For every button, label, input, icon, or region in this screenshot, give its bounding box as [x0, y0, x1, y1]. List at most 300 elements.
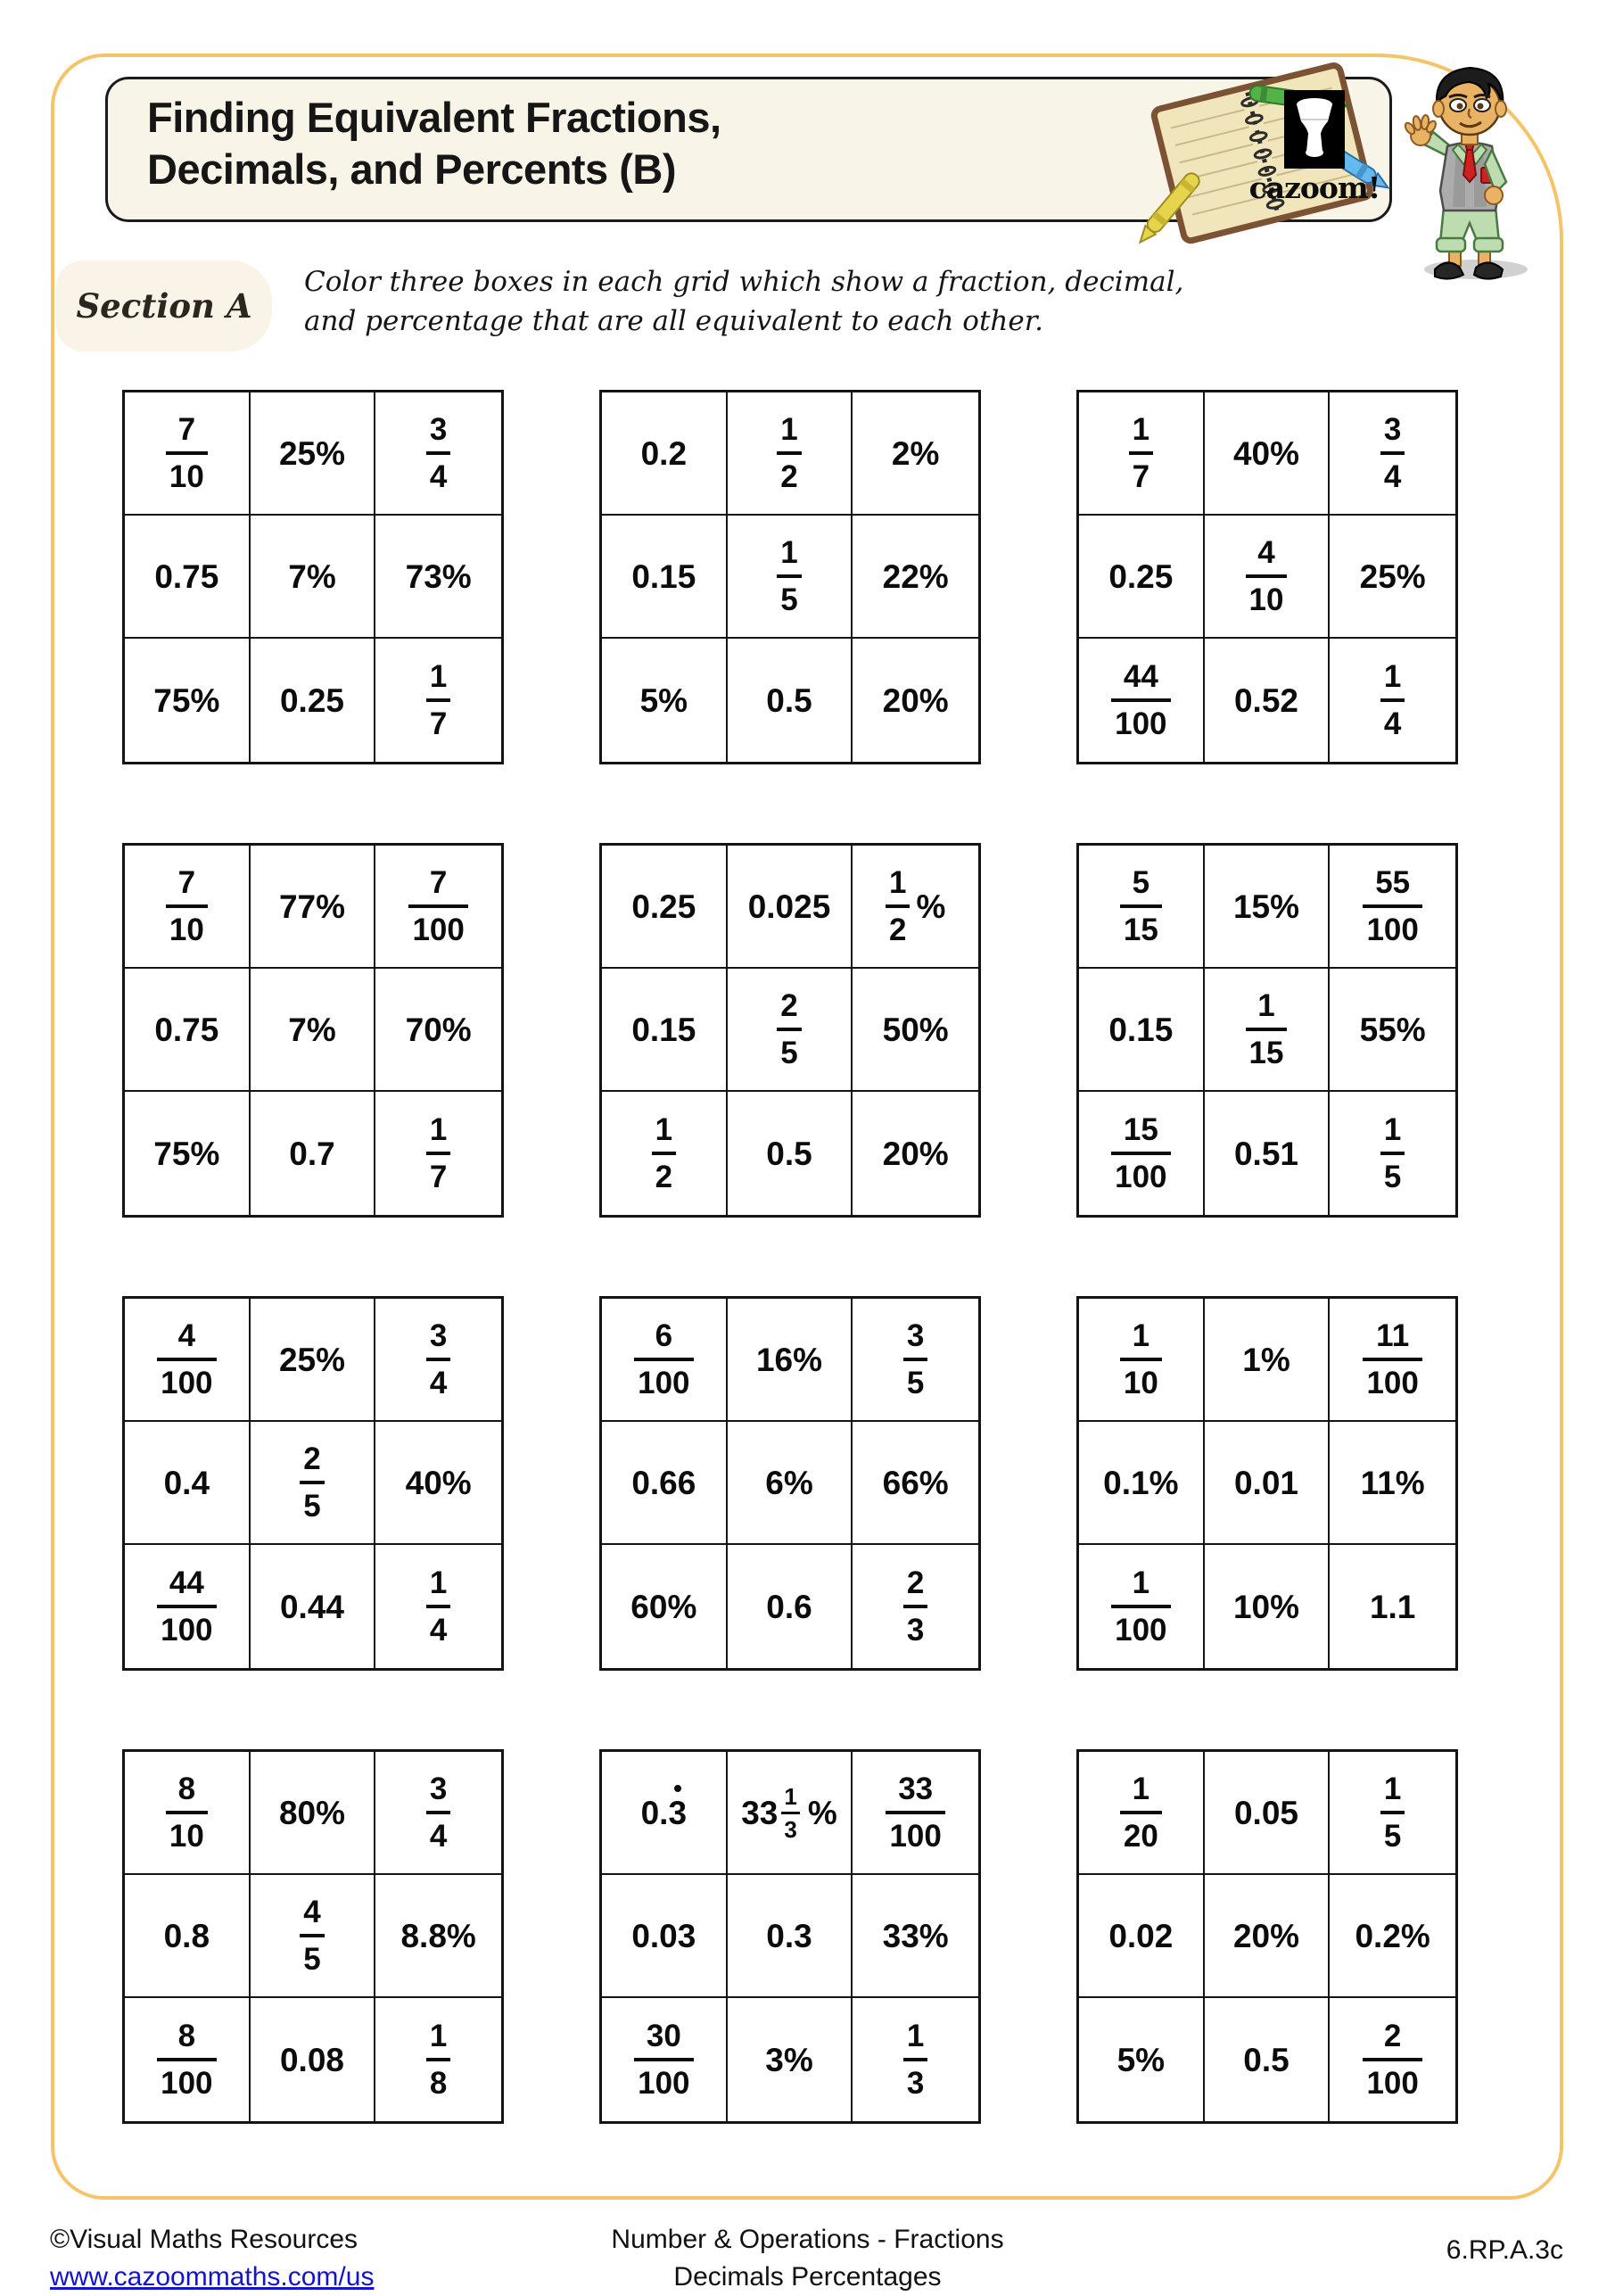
- fraction-denominator: 4: [429, 1613, 448, 1648]
- grid-1-cell-r1c1[interactable]: [125, 392, 251, 516]
- cell-fraction: [903, 1567, 927, 1646]
- grid-10-cell-r3c2[interactable]: [251, 1998, 376, 2121]
- grid-3-cell-r1c1[interactable]: [1079, 392, 1205, 516]
- cell-value: 0.5: [766, 1135, 812, 1172]
- cell-fraction: [157, 1320, 216, 1399]
- grid-6-cell-r3c3[interactable]: [1330, 1092, 1455, 1215]
- fraction-numerator: 15: [1123, 1112, 1158, 1147]
- fraction-denominator: 100: [1115, 1160, 1167, 1194]
- grid-2-cell-r1c2[interactable]: [728, 392, 853, 516]
- cell-value: 5%: [1116, 2041, 1166, 2078]
- cell-value: 0.03: [631, 1917, 696, 1954]
- fraction-numerator: 4: [1257, 535, 1275, 570]
- fraction-denominator: 10: [1248, 582, 1284, 617]
- fraction-denominator: 100: [1366, 913, 1419, 947]
- grid-9-cell-r3c3[interactable]: [1330, 1545, 1455, 1668]
- grid-10-cell-r2c1[interactable]: [125, 1875, 251, 1998]
- fraction-numerator: 2: [780, 988, 798, 1023]
- fraction-numerator: 33: [898, 1772, 934, 1806]
- grid-12: [1076, 1749, 1458, 2124]
- grid-12-cell-r1c2[interactable]: [1205, 1752, 1331, 1875]
- fraction-numerator: 55: [1375, 865, 1411, 900]
- cell-fraction: [1111, 1567, 1170, 1646]
- cell-percent-suffix: %: [916, 888, 946, 925]
- cell-value: 0.15: [1108, 1011, 1174, 1048]
- fraction-numerator: 11: [1376, 1318, 1410, 1353]
- fraction-denominator: 7: [429, 1160, 448, 1194]
- cell-value: 75%: [153, 681, 220, 719]
- cell-value: 0.01: [1233, 1464, 1298, 1501]
- fraction-numerator: 1: [1132, 1772, 1150, 1806]
- grid-8-cell-r1c3[interactable]: [853, 1299, 978, 1422]
- cell-fraction: [426, 414, 450, 492]
- grid-2-cell-r2c2[interactable]: [728, 516, 853, 639]
- grid-3: [1076, 390, 1458, 764]
- fraction-numerator: 6: [655, 1318, 673, 1353]
- instructions-line2: and percentage that are all equivalent to each other.: [304, 305, 1043, 337]
- grid-3-cell-r3c2[interactable]: [1205, 639, 1331, 762]
- grid-9-cell-r2c2[interactable]: [1205, 1422, 1331, 1545]
- standard-code: 6.RP.A.3c: [1446, 2235, 1563, 2265]
- cell-value: 0.25: [279, 681, 344, 719]
- grid-7-cell-r2c3[interactable]: [375, 1422, 501, 1545]
- grid-12-cell-r3c1[interactable]: [1079, 1998, 1205, 2121]
- website-link[interactable]: www.cazoommaths.com/us: [50, 2262, 375, 2292]
- grid-11-cell-r3c3[interactable]: [853, 1998, 978, 2121]
- grid-5-cell-r3c1[interactable]: [602, 1092, 728, 1215]
- page-title: [147, 92, 721, 195]
- fraction-numerator: 2: [906, 1565, 925, 1600]
- fraction-denominator: 3: [784, 1815, 797, 1843]
- grid-12-cell-r2c2[interactable]: [1205, 1875, 1331, 1998]
- fraction-numerator: 4: [177, 1318, 196, 1353]
- cell-value: 73%: [405, 557, 472, 595]
- grid-7-cell-r1c1[interactable]: [125, 1299, 251, 1422]
- grid-4-cell-r3c3[interactable]: [375, 1092, 501, 1215]
- fraction-denominator: 15: [1123, 913, 1158, 947]
- footer-topic-line1: Number & Operations - Fractions: [611, 2225, 1004, 2254]
- cell-fraction: [1111, 1114, 1170, 1193]
- cell-value: 0.44: [279, 1588, 344, 1625]
- cell-value: 7%: [288, 557, 336, 595]
- grid-5-cell-r3c3[interactable]: [853, 1092, 978, 1215]
- cell-value: 40%: [1232, 434, 1300, 472]
- fraction-denominator: 4: [429, 459, 448, 494]
- cell-value: 0.08: [279, 2041, 344, 2078]
- cell-value: 20%: [882, 681, 949, 719]
- fraction-denominator: 20: [1123, 1819, 1158, 1854]
- grid-2-cell-r2c1[interactable]: [602, 516, 728, 639]
- cell-fraction: [1120, 1320, 1162, 1399]
- cell-value: 40%: [405, 1464, 472, 1501]
- grid-7-cell-r3c2[interactable]: [251, 1545, 376, 1668]
- fraction-numerator: 2: [303, 1441, 321, 1476]
- fraction-numerator: 8: [177, 2019, 196, 2053]
- cell-fraction: [903, 1320, 927, 1399]
- cell-value: 25%: [278, 1341, 346, 1378]
- cell-value: 0.25: [631, 888, 696, 925]
- grid-6-cell-r3c1[interactable]: [1079, 1092, 1205, 1215]
- cell-value: 6%: [765, 1464, 813, 1501]
- grid-5-cell-r2c3[interactable]: [853, 969, 978, 1092]
- grid-8: [599, 1296, 981, 1671]
- cell-value: 0.25: [1108, 557, 1174, 595]
- grid-11-cell-r3c1[interactable]: [602, 1998, 728, 2121]
- grid-8-cell-r2c1[interactable]: [602, 1422, 728, 1545]
- fraction-denominator: 2: [655, 1160, 673, 1194]
- fraction-numerator: 3: [1383, 412, 1402, 447]
- grid-7-cell-r3c3[interactable]: [375, 1545, 501, 1668]
- cell-value: 0.15: [631, 557, 696, 595]
- grid-2: [599, 390, 981, 764]
- grid-1-cell-r1c2[interactable]: [251, 392, 376, 516]
- cell-fraction: [426, 1320, 450, 1399]
- fraction-numerator: 1: [429, 659, 448, 694]
- cazoom-logo-text: cazoom!: [1248, 170, 1380, 205]
- fraction-denominator: 10: [169, 459, 204, 494]
- cell-fraction: [1380, 414, 1405, 492]
- grid-6-cell-r2c2[interactable]: [1205, 969, 1331, 1092]
- cell-percent-suffix: %: [807, 1794, 837, 1831]
- cell-value: 7%: [288, 1011, 336, 1048]
- fraction-numerator: 1: [429, 2019, 448, 2053]
- grid-11-cell-r1c3[interactable]: [853, 1752, 978, 1875]
- fraction-denominator: 10: [169, 1819, 204, 1854]
- grid-7-cell-r2c1[interactable]: [125, 1422, 251, 1545]
- fraction-numerator: 7: [177, 865, 196, 900]
- fraction-numerator: 1: [1383, 1112, 1402, 1147]
- grid-9-cell-r1c3[interactable]: [1330, 1299, 1455, 1422]
- fraction-numerator: 3: [429, 412, 448, 447]
- cell-value: 0.025: [747, 888, 831, 925]
- grid-5-cell-r1c2[interactable]: [728, 846, 853, 969]
- cell-value: 22%: [882, 557, 949, 595]
- cell-fraction: [1363, 2020, 1421, 2099]
- cell-value: 0.66: [631, 1464, 696, 1501]
- fraction-numerator: 1: [780, 412, 798, 447]
- grid-10-cell-r3c1[interactable]: [125, 1998, 251, 2121]
- fraction-numerator: 30: [646, 2019, 681, 2053]
- fraction-denominator: 100: [1366, 2066, 1419, 2101]
- cell-fraction: [634, 2020, 693, 2099]
- fraction-denominator: 5: [303, 1942, 321, 1977]
- grid-2-cell-r1c3[interactable]: [853, 392, 978, 516]
- grid-12-cell-r2c3[interactable]: [1330, 1875, 1455, 1998]
- grid-1-cell-r3c1[interactable]: [125, 639, 251, 762]
- cell-fraction: [777, 414, 801, 492]
- grid-9-cell-r1c2[interactable]: [1205, 1299, 1331, 1422]
- grid-6-cell-r1c3[interactable]: [1330, 846, 1455, 969]
- grid-10: [122, 1749, 504, 2124]
- grid-10-cell-r1c1[interactable]: [125, 1752, 251, 1875]
- grid-3-cell-r3c3[interactable]: [1330, 639, 1455, 762]
- fraction-numerator: 3: [906, 1318, 925, 1353]
- fraction-numerator: 7: [177, 412, 196, 447]
- grid-10-cell-r1c3[interactable]: [375, 1752, 501, 1875]
- fraction-numerator: 4: [303, 1895, 321, 1929]
- grid-7-cell-r3c1[interactable]: [125, 1545, 251, 1668]
- cell-value: 0.75: [154, 1011, 219, 1048]
- fraction-denominator: 5: [303, 1489, 321, 1524]
- grid-8-cell-r3c3[interactable]: [853, 1545, 978, 1668]
- fraction-denominator: 2: [780, 459, 798, 494]
- grid-1-cell-r3c2[interactable]: [251, 639, 376, 762]
- cell-fraction: [408, 867, 467, 946]
- grid-3-cell-r2c1[interactable]: [1079, 516, 1205, 639]
- fraction-denominator: 100: [412, 913, 465, 947]
- cell-value: 0.1%: [1103, 1464, 1179, 1501]
- cell-fraction: [1380, 1114, 1405, 1193]
- grid-12-cell-r3c2[interactable]: [1205, 1998, 1331, 2121]
- fraction-denominator: 15: [1248, 1036, 1284, 1070]
- cell-value: 11%: [1360, 1464, 1425, 1501]
- cazoom-logo: [1239, 90, 1390, 205]
- grid-1-cell-r2c1[interactable]: [125, 516, 251, 639]
- fraction-denominator: 100: [1366, 1366, 1419, 1400]
- fraction-numerator: 44: [169, 1565, 204, 1600]
- cell-value: 3%: [765, 2041, 813, 2078]
- grid-8-cell-r1c2[interactable]: [728, 1299, 853, 1422]
- cell-fraction: [777, 990, 801, 1069]
- cell-whole-number: 33: [741, 1794, 779, 1831]
- cell-value: 0.75: [154, 557, 219, 595]
- grid-12-cell-r3c3[interactable]: [1330, 1998, 1455, 2121]
- grid-5-cell-r1c1[interactable]: [602, 846, 728, 969]
- grid-3-cell-r2c3[interactable]: [1330, 516, 1455, 639]
- fraction-numerator: 2: [1383, 2019, 1402, 2053]
- cell-value: 0.51: [1233, 1135, 1298, 1172]
- fraction-denominator: 3: [906, 2066, 925, 2101]
- grid-9-cell-r2c3[interactable]: [1330, 1422, 1455, 1545]
- fraction-denominator: 10: [169, 913, 204, 947]
- fraction-numerator: 7: [429, 865, 448, 900]
- fraction-denominator: 3: [906, 1613, 925, 1648]
- fraction-numerator: 3: [429, 1318, 448, 1353]
- grid-3-cell-r1c3[interactable]: [1330, 392, 1455, 516]
- cell-value: 0.2%: [1355, 1917, 1430, 1954]
- cell-value: 20%: [882, 1135, 949, 1172]
- grid-2-cell-r3c2[interactable]: [728, 639, 853, 762]
- cell-fraction: [426, 1567, 450, 1646]
- grid-11-cell-r1c2[interactable]: [728, 1752, 853, 1875]
- cell-value: 5%: [639, 681, 688, 719]
- cell-value: 0.7: [289, 1135, 335, 1172]
- cell-fraction: [886, 1773, 944, 1852]
- cell-fraction: [1120, 1773, 1162, 1852]
- grid-11-cell-r2c1[interactable]: [602, 1875, 728, 1998]
- grid-6-cell-r1c1[interactable]: [1079, 846, 1205, 969]
- cell-fraction: [781, 1782, 799, 1843]
- grid-7-cell-r1c3[interactable]: [375, 1299, 501, 1422]
- cell-fraction: [166, 1773, 208, 1852]
- cell-value: 8.8%: [400, 1917, 476, 1954]
- fraction-denominator: 100: [161, 1613, 213, 1648]
- grid-5-cell-r3c2[interactable]: [728, 1092, 853, 1215]
- grid-5-cell-r2c1[interactable]: [602, 969, 728, 1092]
- cell-fraction: [426, 1773, 450, 1852]
- cell-fraction: [777, 537, 801, 615]
- grid-12-cell-r2c1[interactable]: [1079, 1875, 1205, 1998]
- cazoom-drum-icon: [1284, 90, 1345, 169]
- fraction-numerator: 1: [780, 535, 798, 570]
- grid-2-cell-r2c3[interactable]: [853, 516, 978, 639]
- grid-4-cell-r1c1[interactable]: [125, 846, 251, 969]
- grid-9-cell-r2c1[interactable]: [1079, 1422, 1205, 1545]
- fraction-denominator: 100: [1115, 706, 1167, 741]
- cell-fraction: [1363, 867, 1421, 946]
- grid-8-cell-r3c1[interactable]: [602, 1545, 728, 1668]
- cell-recurring-digit: 3: [668, 1794, 688, 1831]
- grid-10-cell-r2c3[interactable]: [375, 1875, 501, 1998]
- fraction-numerator: 1: [429, 1565, 448, 1600]
- cell-fraction: [1363, 1320, 1421, 1399]
- grid-1-cell-r2c3[interactable]: [375, 516, 501, 639]
- grid-8-cell-r2c2[interactable]: [728, 1422, 853, 1545]
- page-title-line2: Decimals, and Percents (B): [147, 145, 676, 193]
- cell-fraction: [1129, 414, 1153, 492]
- instructions-line1: Color three boxes in each grid which show a fraction, decimal,: [304, 266, 1184, 298]
- fraction-numerator: 1: [1132, 412, 1150, 447]
- cell-fraction: [1111, 661, 1170, 739]
- grid-5-cell-r1c3[interactable]: [853, 846, 978, 969]
- grid-5-cell-r2c2[interactable]: [728, 969, 853, 1092]
- fraction-denominator: 100: [638, 1366, 690, 1400]
- cell-value: 80%: [278, 1794, 346, 1831]
- grid-6: [1076, 843, 1458, 1218]
- cell-value: 70%: [405, 1011, 472, 1048]
- fraction-denominator: 100: [161, 1366, 213, 1400]
- cell-fraction: [1380, 1773, 1405, 1852]
- cell-value: 66%: [882, 1464, 949, 1501]
- fraction-denominator: 100: [638, 2066, 690, 2101]
- cell-fraction: [166, 867, 208, 946]
- grid-9-cell-r1c1[interactable]: [1079, 1299, 1205, 1422]
- cell-fraction: [426, 1114, 450, 1193]
- fraction-denominator: 5: [906, 1366, 925, 1400]
- fraction-numerator: 1: [1132, 1318, 1150, 1353]
- grid-3-cell-r3c1[interactable]: [1079, 639, 1205, 762]
- cell-value: 20%: [1232, 1917, 1300, 1954]
- fraction-denominator: 4: [1383, 706, 1402, 741]
- grid-6-cell-r3c2[interactable]: [1205, 1092, 1331, 1215]
- cell-value: 77%: [278, 888, 346, 925]
- cell-value: 0.8: [163, 1917, 210, 1954]
- grid-3-cell-r2c2[interactable]: [1205, 516, 1331, 639]
- fraction-denominator: 4: [1383, 459, 1402, 494]
- grid-10-cell-r1c2[interactable]: [251, 1752, 376, 1875]
- grid-4-cell-r2c3[interactable]: [375, 969, 501, 1092]
- grid-8-cell-r3c2[interactable]: [728, 1545, 853, 1668]
- cell-value: 0.: [640, 1794, 669, 1831]
- fraction-denominator: 100: [161, 2066, 213, 2101]
- fraction-numerator: 5: [1132, 865, 1150, 900]
- fraction-numerator: 1: [655, 1112, 673, 1147]
- cell-fraction: [634, 1320, 693, 1399]
- cell-value: 0.3: [766, 1917, 812, 1954]
- cell-fraction: [426, 661, 450, 739]
- cell-value: 25%: [278, 434, 346, 472]
- grid-10-cell-r2c2[interactable]: [251, 1875, 376, 1998]
- grid-1-cell-r1c3[interactable]: [375, 392, 501, 516]
- grid-11-cell-r1c1[interactable]: [602, 1752, 728, 1875]
- fraction-denominator: 100: [1115, 1613, 1167, 1648]
- grid-8-cell-r1c1[interactable]: [602, 1299, 728, 1422]
- fraction-denominator: 100: [889, 1819, 942, 1854]
- grid-11-cell-r2c2[interactable]: [728, 1875, 853, 1998]
- fraction-numerator: 1: [429, 1112, 448, 1147]
- boy-illustration: [1394, 57, 1541, 282]
- grid-2-cell-r3c3[interactable]: [853, 639, 978, 762]
- cell-value: 75%: [153, 1135, 220, 1172]
- section-a-badge: [56, 260, 272, 351]
- fraction-numerator: 1: [784, 1782, 797, 1810]
- grid-4-cell-r1c2[interactable]: [251, 846, 376, 969]
- footer-left: [50, 2221, 374, 2296]
- cell-value: 0.52: [1233, 681, 1298, 719]
- fraction-denominator: 8: [429, 2066, 448, 2101]
- grid-7-cell-r2c2[interactable]: [251, 1422, 376, 1545]
- grid-1-cell-r2c2[interactable]: [251, 516, 376, 639]
- cell-value: 60%: [630, 1588, 697, 1625]
- grid-12-cell-r1c3[interactable]: [1330, 1752, 1455, 1875]
- cell-value: 15%: [1232, 888, 1300, 925]
- cell-value: 50%: [882, 1011, 949, 1048]
- grid-10-cell-r3c3[interactable]: [375, 1998, 501, 2121]
- fraction-denominator: 2: [888, 913, 907, 947]
- cell-value: 0.5: [766, 681, 812, 719]
- grid-4-cell-r3c2[interactable]: [251, 1092, 376, 1215]
- grids-area: [122, 390, 1458, 2124]
- cell-fraction: [157, 1567, 216, 1646]
- cell-fraction: [1246, 537, 1288, 615]
- grid-4-cell-r1c3[interactable]: [375, 846, 501, 969]
- grid-9-cell-r3c1[interactable]: [1079, 1545, 1205, 1668]
- grid-1: [122, 390, 504, 764]
- cell-fraction: [426, 2020, 450, 2099]
- cell-value: 0.4: [163, 1464, 210, 1501]
- cell-fraction: [652, 1114, 676, 1193]
- fraction-numerator: 1: [906, 2019, 925, 2053]
- grid-9-cell-r3c2[interactable]: [1205, 1545, 1331, 1668]
- fraction-denominator: 10: [1123, 1366, 1158, 1400]
- grid-1-cell-r3c3[interactable]: [375, 639, 501, 762]
- cell-fraction: [1380, 661, 1405, 739]
- fraction-numerator: 1: [888, 865, 907, 900]
- fraction-denominator: 4: [429, 1819, 448, 1854]
- grid-4-cell-r2c1[interactable]: [125, 969, 251, 1092]
- grid-11-cell-r2c3[interactable]: [853, 1875, 978, 1998]
- grid-12-cell-r1c1[interactable]: [1079, 1752, 1205, 1875]
- grid-6-cell-r1c2[interactable]: [1205, 846, 1331, 969]
- fraction-numerator: 8: [177, 1772, 196, 1806]
- cell-fraction: [166, 414, 208, 492]
- fraction-denominator: 5: [1383, 1160, 1402, 1194]
- grid-2-cell-r3c1[interactable]: [602, 639, 728, 762]
- grid-2-cell-r1c1[interactable]: [602, 392, 728, 516]
- fraction-denominator: 7: [429, 706, 448, 741]
- grid-7-cell-r1c2[interactable]: [251, 1299, 376, 1422]
- grid-11-cell-r3c2[interactable]: [728, 1998, 853, 2121]
- grid-6-cell-r2c3[interactable]: [1330, 969, 1455, 1092]
- cell-value: 0.15: [631, 1011, 696, 1048]
- grid-3-cell-r1c2[interactable]: [1205, 392, 1331, 516]
- grid-6-cell-r2c1[interactable]: [1079, 969, 1205, 1092]
- grid-4-cell-r2c2[interactable]: [251, 969, 376, 1092]
- section-a-label: Section A: [76, 286, 252, 326]
- grid-8-cell-r2c3[interactable]: [853, 1422, 978, 1545]
- grid-4-cell-r3c1[interactable]: [125, 1092, 251, 1215]
- cell-value: 0.5: [1243, 2041, 1290, 2078]
